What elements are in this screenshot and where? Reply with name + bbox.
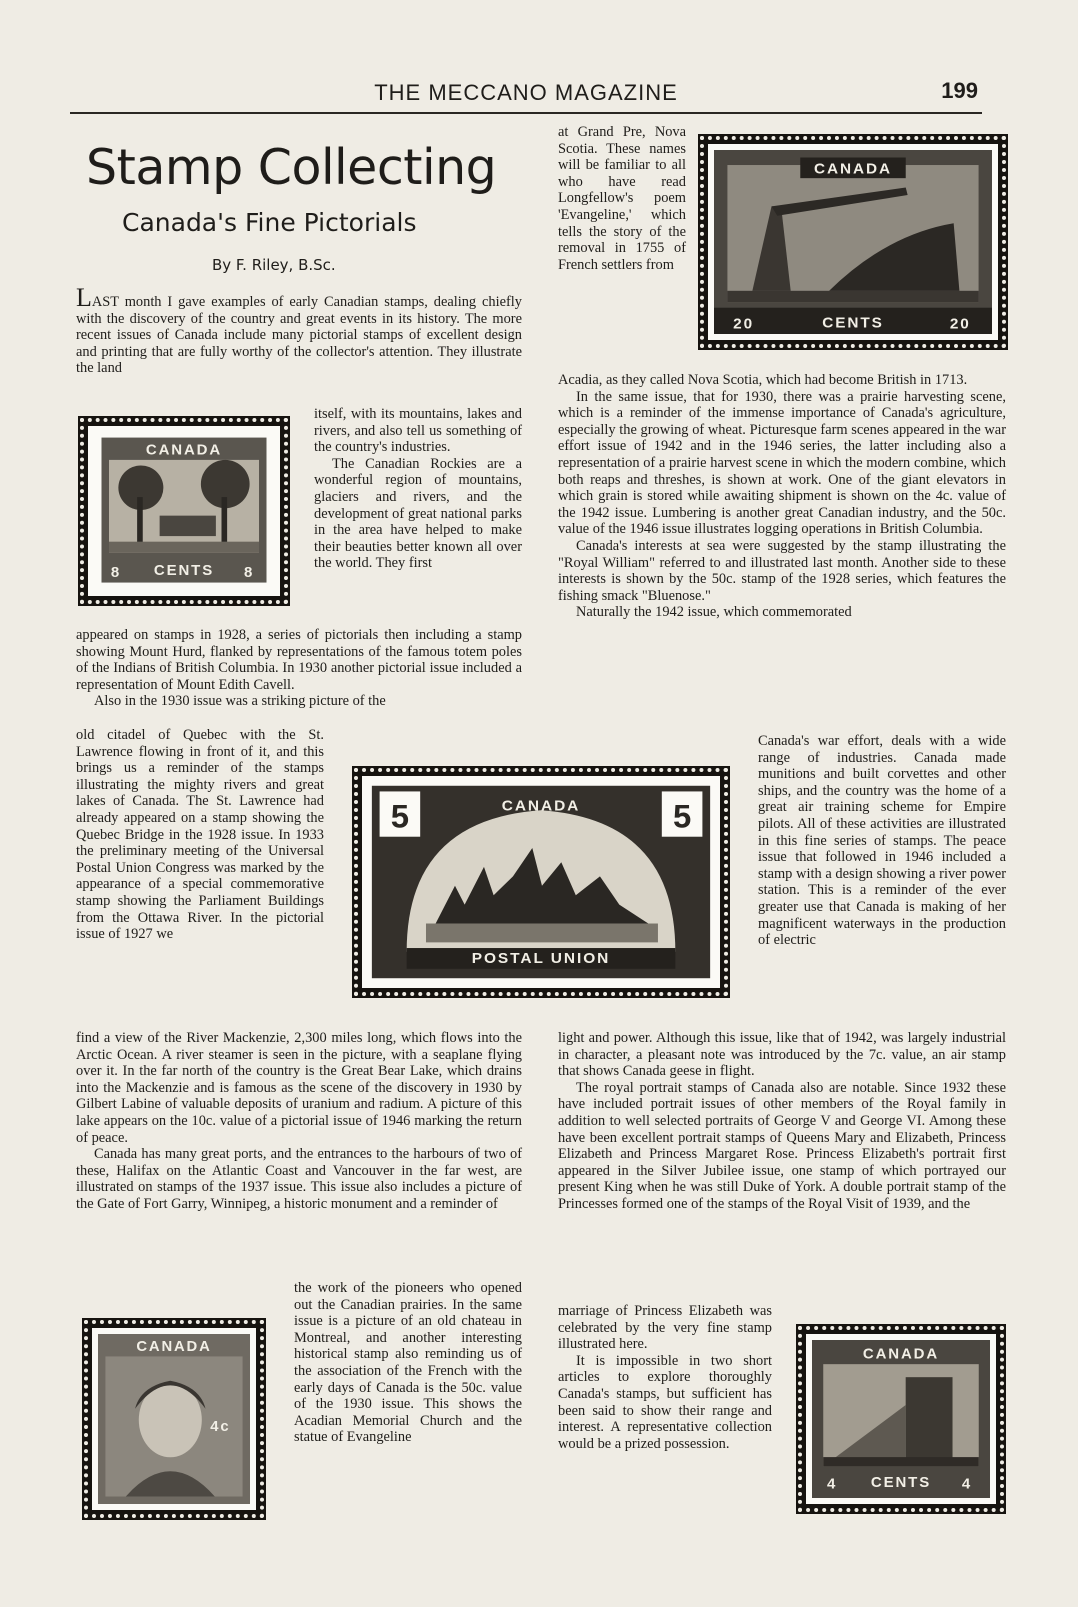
article-title: Stamp Collecting: [86, 139, 497, 196]
paragraph-text: find a view of the River Mackenzie, 2,300 miles long, which flows into the Arctic Ocean. A river steamer is seen in the picture, with a seaplane flying over it. In the far north of the country is the Great Bear Lake, which drains into the Mackenzie and is famous as the scene of the discovery in 1930 by Gilbert Labine of valuable deposits of uranium and radium. A picture of this lake appears on the 10c. value of a pictorial issue of 1946 marking the return of peace.: [76, 1030, 522, 1146]
paragraph-text: Canada's interests at sea were suggested by the stamp illustrating the "Royal William" referred to and illustrated last month. Another side to these interests is shown by the 50c. stamp of the 1928 series, which features the fishing smack "Bluenose.": [558, 537, 1006, 604]
ship-stamp-value-right: 20: [949, 315, 971, 333]
elevator-stamp-country: CANADA: [862, 1345, 940, 1363]
left-wrap-harvest: [314, 406, 522, 572]
right-wrap-parliament: [758, 733, 1006, 949]
paragraph-text: The Canadian Rockies are a wonderful region of mountains, glaciers and rivers, and the development of great national parks in the area have helped to make their beauties better known all over the world. They first: [314, 455, 522, 572]
stamp-parliament-5-cents: [354, 768, 728, 996]
paragraph-text: at Grand Pre, Nova Scotia. These names will be familiar to all who have read Longfellow's poem 'Evangeline,' which tells the story of the removal in 1755 of French settlers from: [558, 124, 686, 273]
ship-stamp-cents: CENTS: [822, 314, 884, 332]
right-lower-paragraphs: [558, 1030, 1006, 1213]
running-header: [70, 78, 982, 114]
ship-stamp-image: [714, 150, 992, 334]
paragraph-text: Canada's war effort, deals with a wide range of industries. Canada made munitions and built corvettes and other ships, and the country was the home of a great air training scheme for Empire pilots. All of these activities are illustrated in this fine series of stamps. The peace issue that followed in 1946 included a stamp with a design showing a river power station. This is a reminder of the ever greater use that Canada is making of her magnificent waterways in the production of electric: [758, 733, 1006, 949]
paragraph-text: appeared on stamps in 1928, a series of pictorials then including a stamp showing Mount Hurd, flanked by representations of the famous totem poles of the Indians of British Columbia. In 1930 another pictorial issue included a representation of Mount Edith Cavell.: [76, 627, 522, 693]
article-byline: By F. Riley, B.Sc.: [212, 256, 336, 274]
parliament-stamp-value-right: 5: [672, 798, 692, 835]
elevator-stamp-value-right: 4: [961, 1475, 973, 1493]
paragraph-text: Canada has many great ports, and the entrances to the harbours of two of these, Halifax on the Atlantic Coast and Vancouver in the far west, are illustrated on stamps of the 1937 issue. This issue also includes a picture of the Gate of Fort Garry, Winnipeg, a historic monument and a reminder of: [76, 1146, 522, 1212]
page-number: 199: [941, 78, 978, 103]
paragraph-text: itself, with its mountains, lakes and rivers, and also tell us something of the country's industries.: [314, 406, 522, 456]
elevator-stamp-cents: CENTS: [870, 1473, 932, 1491]
paragraph-text: the work of the pioneers who opened out the Canadian prairies. In the same issue is a picture of an old chateau in Montreal, and another interesting historical stamp also reminding us of the association of the French with the early days of Canada is the 50c. value of the 1930 issue. This shows the Acadian Memorial Church and the statue of Evangeline: [294, 1280, 522, 1446]
paragraph-text: In the same issue, that for 1930, there was a prairie harvesting scene, which is a reminder of the immense importance of Canada's agriculture, especially the growing of wheat. Picturesque farm scenes appeared in the war effort issue of 1942 and in the 1946 series, the latter including also a representation of a prairie harvest scene in which the modern combine, which both reaps and threshes, is shown at work. One of the giant elevators in which grain is stored while awaiting shipment is shown on the 4c. value of the 1942 issue. Lumbering is another great Canadian industry, and the 50c. value of the 1946 issue illustrates logging operations in British Columbia.: [558, 388, 1006, 538]
paragraph-text: Naturally the 1942 issue, which commemorated: [576, 604, 852, 621]
portrait-stamp-value: 4c: [210, 1419, 231, 1436]
paragraph-text: AST month I gave examples of early Canadian stamps, dealing chiefly with the discovery of the country and great events in its history. The more recent issues of Canada include many pictorial stamps of excellent design and printing that are fully worthy of the collector's attention. They illustrate the land: [76, 294, 522, 377]
harvest-stamp-value-left: 8: [110, 564, 122, 581]
paragraph-text: Also in the 1930 issue was a striking picture of the: [94, 693, 386, 710]
portrait-stamp-country: CANADA: [136, 1338, 212, 1355]
right-wrap-ship: [558, 124, 686, 273]
paragraph-text: Acadia, as they called Nova Scotia, which had become British in 1713.: [558, 372, 968, 388]
paragraph-text: old citadel of Quebec with the St. Lawrence flowing in front of it, and this brings us a reminder of the stamps illustrating the mighty rivers and great lakes of Canada. The St. Lawrence had already appeared on a stamp showing the Quebec Bridge in the 1928 issue. In 1933 the preliminary meeting of the Universal Postal Union Congress was marked by the appearance of a special commemorative stamp showing the Parliament Buildings from the Ottawa River. In the pictorial issue of 1927 we: [76, 727, 324, 943]
harvest-stamp-cents: CENTS: [153, 562, 215, 580]
paragraph-text: marriage of Princess Elizabeth was celebrated by the very fine stamp illustrated here.: [558, 1303, 772, 1353]
parliament-stamp-image: [368, 782, 714, 982]
article-subtitle: Canada's Fine Pictorials: [122, 208, 417, 237]
left-mid-paragraph: [76, 627, 522, 710]
left-intro-paragraph: [76, 283, 522, 377]
paragraph-text: The royal portrait stamps of Canada also are notable. Since 1932 these have included portrait issues of other members of the Royal family in addition to well selected portraits of George V and George VI. Among these have been excellent portrait stamps of Queens Mary and Elizabeth, Princess Elizabeth and Princess Margaret Rose. Princess Elizabeth's portrait first appeared in the Silver Jubilee issue, one stamp of which portrayed our present King when he was still Duke of York. A double portrait stamp of the Princesses formed one of the stamps of the Royal Visit of 1939, and the: [558, 1079, 1006, 1212]
harvest-stamp-image: [94, 432, 274, 590]
left-wrap-parliament: [76, 727, 324, 943]
portrait-stamp-image: [98, 1334, 250, 1504]
ship-stamp-value-left: 20: [733, 315, 755, 333]
parliament-stamp-banner: POSTAL UNION: [471, 950, 611, 968]
stamp-elevator-4-cents: [798, 1326, 1004, 1512]
paragraph-text: It is impossible in two short articles to explore thoroughly Canada's stamps, but sufficient has been said to show their range and interest. A representative collection would be a prized possession.: [558, 1352, 772, 1452]
elevator-stamp-value-left: 4: [826, 1475, 838, 1493]
right-wrap-elevator: [558, 1303, 772, 1452]
magazine-title: THE MECCANO MAGAZINE: [374, 80, 678, 105]
stamp-portrait-4c: [84, 1320, 264, 1518]
left-lower-paragraph: [76, 1030, 522, 1213]
ship-stamp-country: CANADA: [814, 160, 892, 178]
paragraph-text: light and power. Although this issue, like that of 1942, was largely industrial in character, a pleasant note was introduced by the 7c. value, an air stamp that shows Canada geese in flight.: [558, 1030, 1006, 1080]
drop-cap: L: [76, 283, 92, 312]
harvest-stamp-value-right: 8: [244, 564, 255, 581]
elevator-stamp-image: [812, 1340, 990, 1498]
left-wrap-portrait: [294, 1280, 522, 1446]
harvest-stamp-country: CANADA: [145, 441, 223, 459]
parliament-stamp-value-left: 5: [390, 798, 410, 835]
right-upper-paragraphs: [558, 372, 1006, 621]
stamp-harvest-8-cents: [80, 418, 288, 604]
parliament-stamp-country: CANADA: [501, 797, 581, 815]
stamp-ship-20-cents: [700, 136, 1006, 348]
